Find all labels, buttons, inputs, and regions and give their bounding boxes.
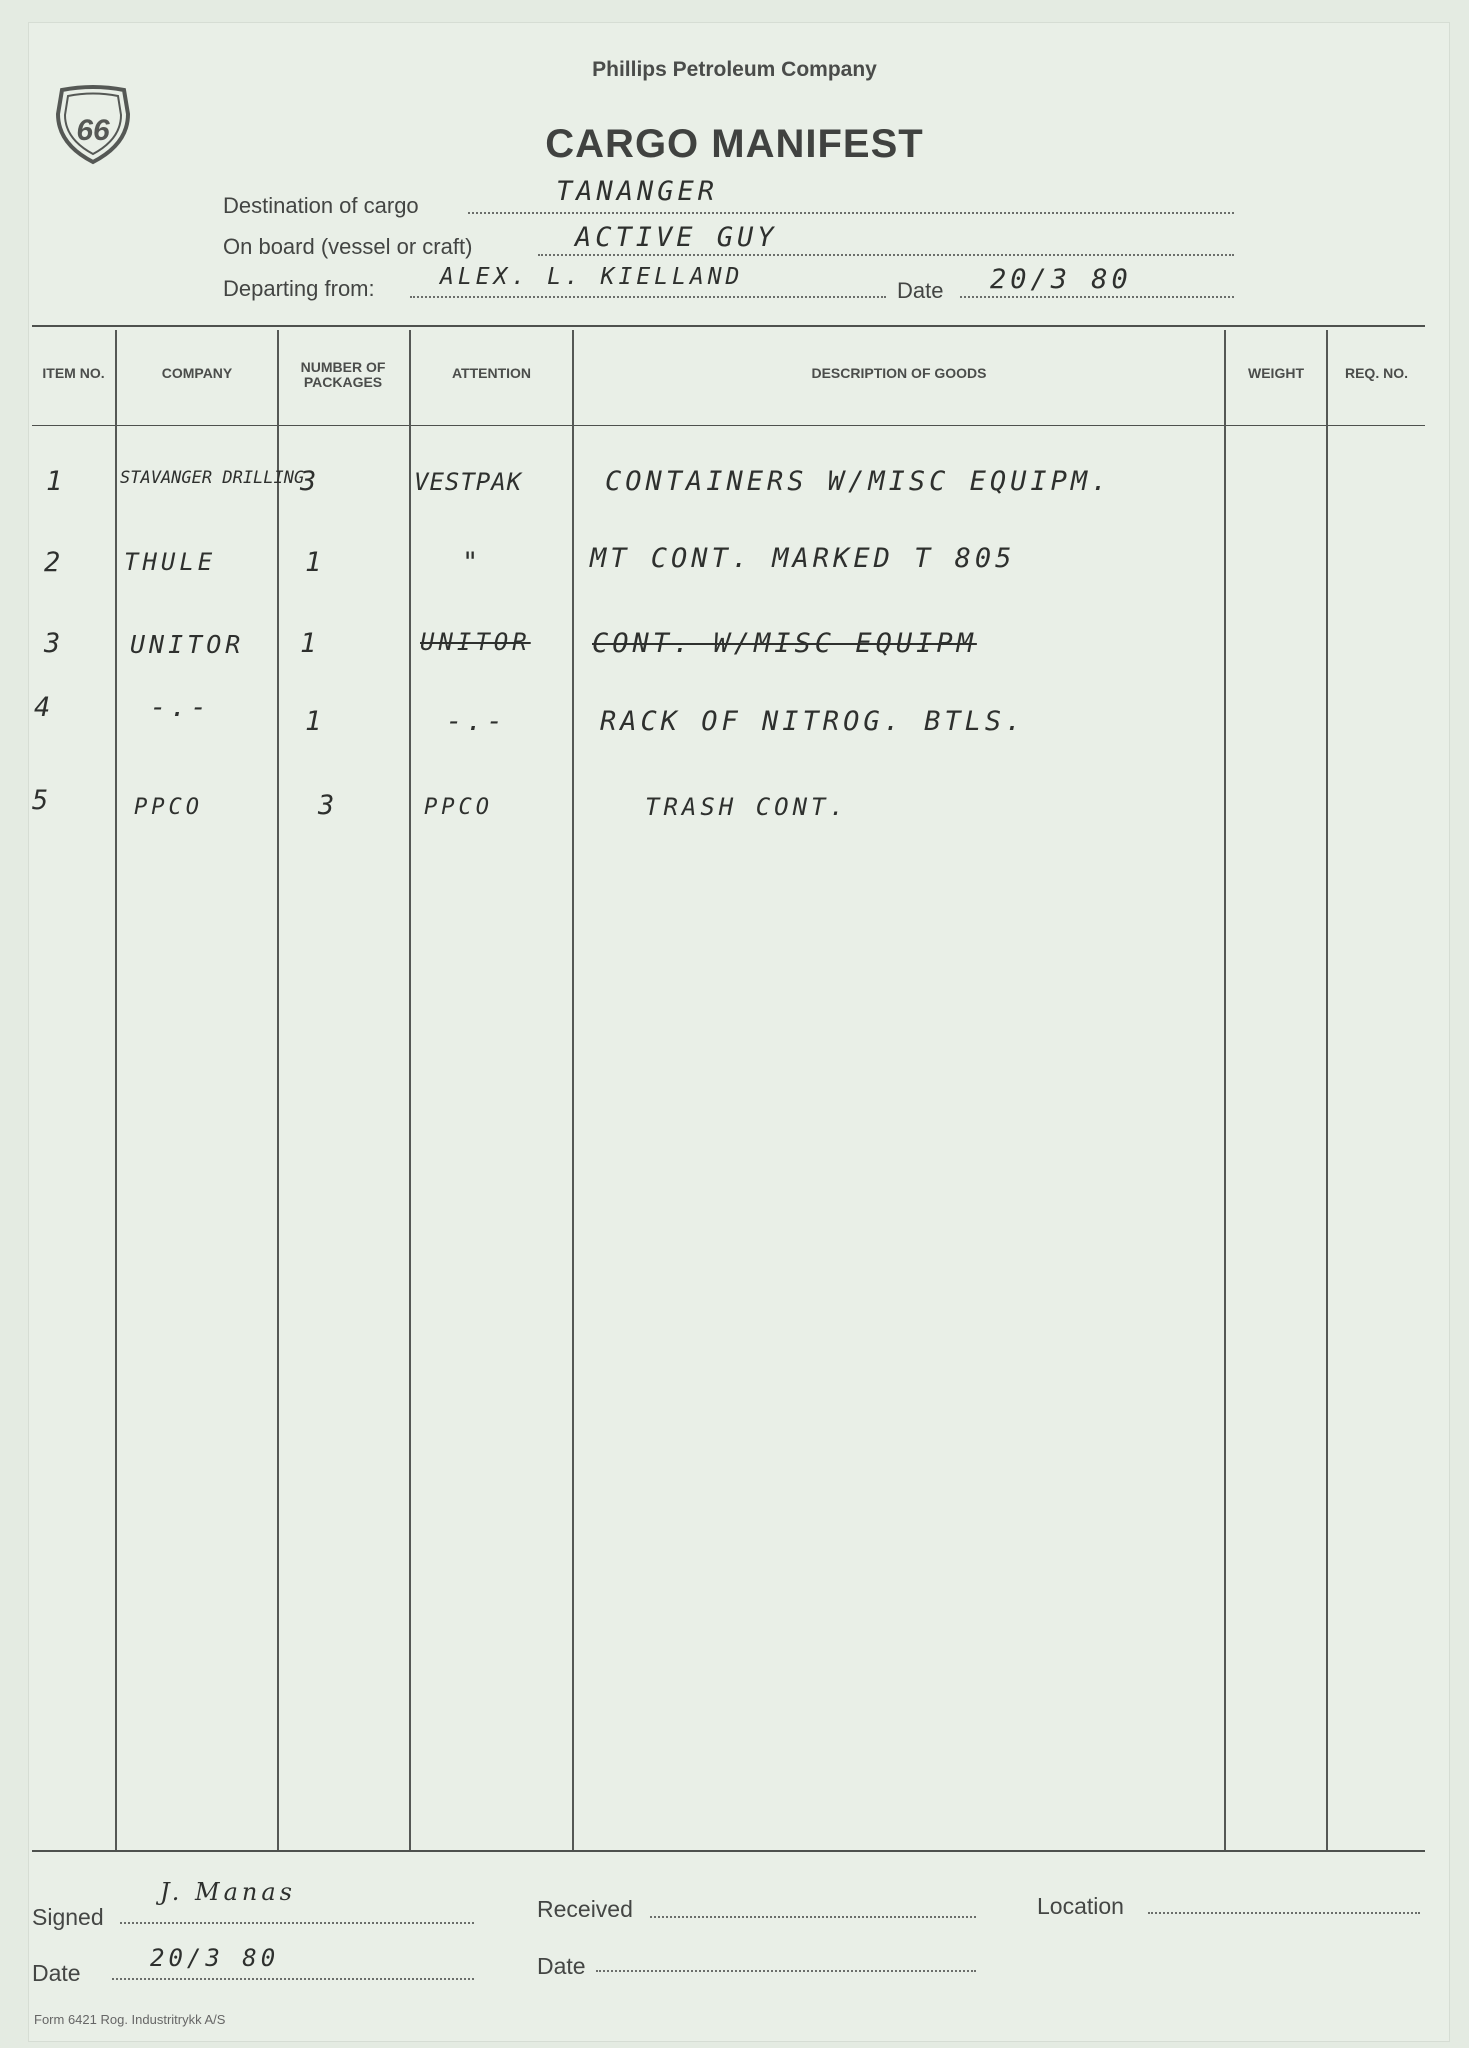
row3-attention: UNITOR — [420, 628, 531, 656]
table-bottom-rule — [32, 1850, 1425, 1852]
header-item-no: ITEM NO. — [42, 365, 105, 381]
date2-line — [596, 1970, 976, 1972]
row1-packages: 3 — [300, 466, 321, 497]
departing-value: ALEX. L. KIELLAND — [440, 264, 744, 290]
location-line — [1148, 1912, 1420, 1914]
col-divider — [1326, 330, 1328, 1850]
row1-item: 1 — [46, 466, 67, 497]
received-line — [650, 1916, 976, 1918]
header-company: COMPANY — [161, 365, 233, 381]
signed-line — [120, 1922, 474, 1924]
onboard-value: ACTIVE GUY — [575, 222, 778, 253]
col-divider — [277, 330, 279, 1850]
header-packages: NUMBER OF PACKAGES — [300, 359, 386, 390]
header-attention: ATTENTION — [451, 365, 532, 381]
row2-company: THULE — [124, 548, 217, 576]
row2-description: MT CONT. MARKED T 805 — [590, 543, 1016, 574]
date-line — [960, 296, 1234, 298]
onboard-line — [538, 254, 1234, 256]
col-divider — [572, 330, 574, 1850]
destination-line — [468, 212, 1234, 214]
row2-item: 2 — [44, 547, 65, 578]
row4-item: 4 — [34, 692, 55, 723]
departing-line — [410, 296, 886, 298]
col-divider — [1224, 330, 1226, 1850]
table-top-rule — [32, 325, 1425, 327]
date-value-footer: 20/3 80 — [150, 1944, 280, 1972]
signature: J. Manas — [160, 1878, 296, 1906]
row4-packages: 1 — [305, 706, 326, 737]
page-title: CARGO MANIFEST — [545, 122, 924, 166]
row3-description: CONT. W/MISC EQUIPM — [592, 628, 977, 659]
row5-description: TRASH CONT. — [645, 793, 848, 821]
onboard-label: On board (vessel or craft) — [223, 234, 473, 259]
row3-packages: 1 — [300, 628, 321, 659]
location-label: Location — [1037, 1893, 1124, 1919]
header-description: DESCRIPTION OF GOODS — [811, 365, 987, 381]
date-label-footer: Date — [32, 1960, 81, 1986]
row2-packages: 1 — [305, 547, 326, 578]
header-weight: WEIGHT — [1248, 365, 1304, 381]
svg-text:66: 66 — [76, 114, 110, 147]
row2-attention: " — [462, 547, 483, 578]
form-number: Form 6421 Rog. Industritrykk A/S — [34, 2012, 226, 2027]
departing-label: Departing from: — [223, 276, 375, 301]
signed-label: Signed — [32, 1904, 104, 1930]
date-line-footer — [112, 1978, 474, 1980]
date-value: 20/3 80 — [990, 264, 1132, 295]
row1-company: STAVANGER DRILLING — [120, 468, 305, 488]
row4-description: RACK OF NITROG. BTLS. — [600, 706, 1026, 737]
col-divider — [409, 330, 411, 1850]
date-label: Date — [897, 278, 944, 303]
row5-packages: 3 — [318, 790, 339, 821]
row4-company: -.- — [150, 692, 211, 723]
destination-value: TANANGER — [556, 176, 719, 207]
date2-label: Date — [537, 1953, 586, 1979]
row5-attention: PPCO — [424, 795, 493, 820]
company-name: Phillips Petroleum Company — [592, 58, 877, 81]
received-label: Received — [537, 1896, 633, 1922]
row3-company: UNITOR — [130, 630, 245, 659]
header-req-no: REQ. NO. — [1344, 365, 1408, 381]
row4-attention: -.- — [446, 706, 507, 737]
row1-description: CONTAINERS W/MISC EQUIPM. — [605, 466, 1112, 497]
table-header-rule — [32, 425, 1425, 426]
row5-company: PPCO — [134, 795, 203, 820]
destination-label: Destination of cargo — [223, 193, 419, 218]
row5-item: 5 — [32, 785, 53, 816]
row1-attention: VESTPAK — [414, 468, 523, 496]
row3-item: 3 — [44, 628, 65, 659]
col-divider — [115, 330, 117, 1850]
